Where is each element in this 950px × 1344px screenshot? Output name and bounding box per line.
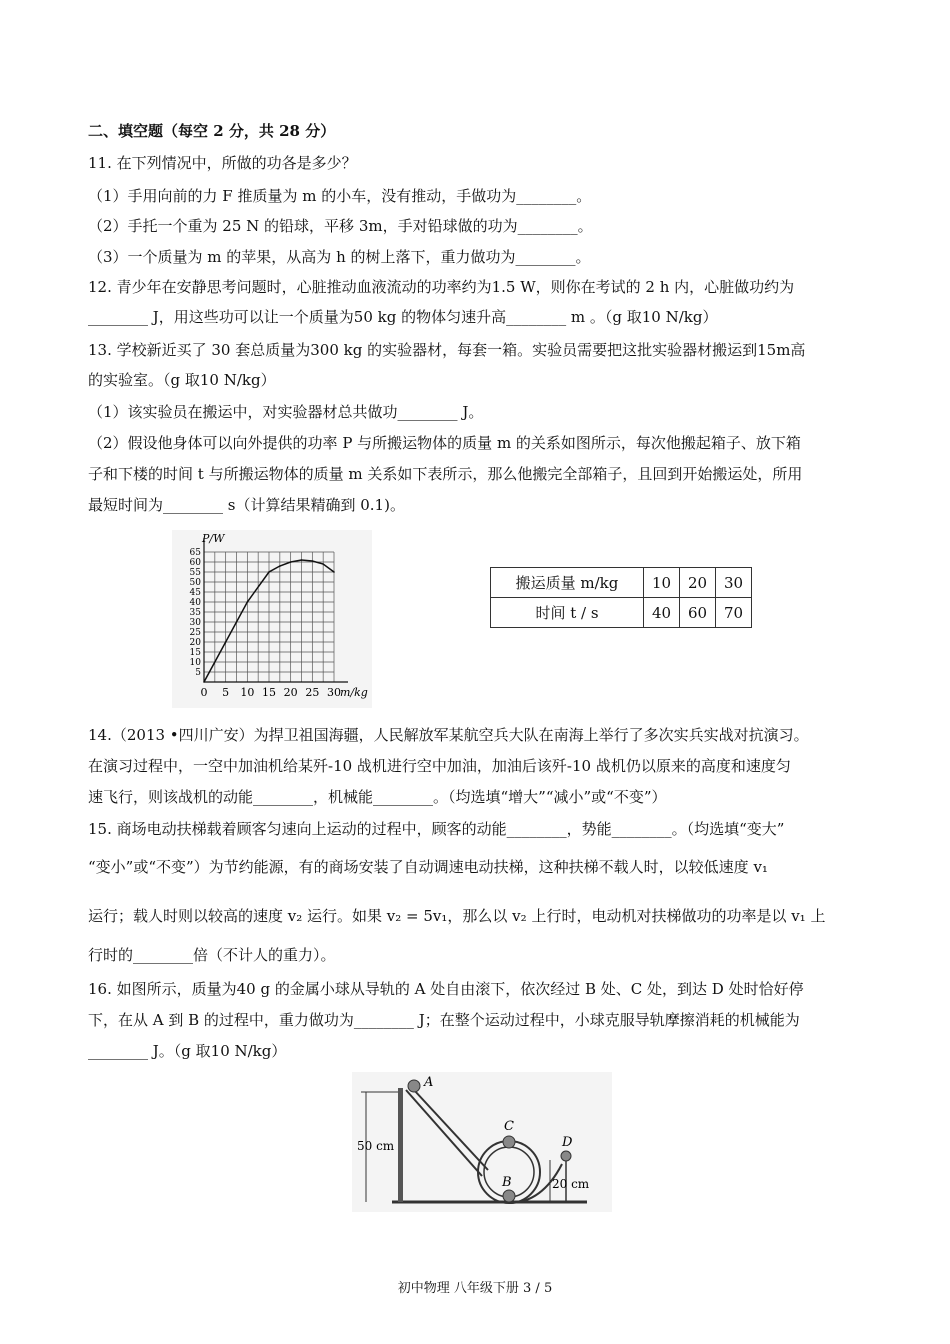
label-20cm: 20 cm bbox=[552, 1177, 590, 1191]
question-line: 速飞行，则该战机的动能________，机械能________。（均选填“增大”“减小”或“不变”） bbox=[88, 788, 667, 806]
y-tick-label: 40 bbox=[189, 598, 201, 608]
y-tick-label: 25 bbox=[189, 628, 201, 638]
question-line: （1）手用向前的力 F 推质量为 m 的小车，没有推动，手做功为________。 bbox=[88, 187, 592, 205]
y-tick-label: 50 bbox=[189, 578, 201, 588]
y-tick-label: 35 bbox=[189, 608, 201, 618]
y-tick-label: 10 bbox=[189, 658, 201, 668]
data-point bbox=[301, 559, 303, 561]
table-cell: 30 bbox=[716, 568, 752, 598]
question-line: （2）手托一个重为 25 N 的铅球，平移 3m，手对铅球做的功为________。 bbox=[88, 217, 593, 235]
data-point bbox=[322, 563, 324, 565]
x-tick-label: 30 bbox=[327, 686, 341, 699]
x-tick-label: 25 bbox=[305, 686, 320, 699]
question-line: 下，在从 A 到 B 的过程中，重力做功为________ J；在整个运动过程中，小球克服导轨摩擦消耗的机械能为 bbox=[88, 1011, 800, 1029]
mass-time-table bbox=[490, 567, 752, 628]
ball-a-icon bbox=[408, 1080, 420, 1092]
x-tick-label: 20 bbox=[283, 686, 298, 699]
x-axis-label: m/kg bbox=[340, 686, 368, 699]
x-tick-label: 10 bbox=[240, 686, 255, 699]
question-line: 12. 青少年在安静思考问题时，心脏推动血液流动的功率约为1.5 W，则你在考试的 2 h 内，心脏做功约为 bbox=[88, 278, 795, 296]
ball-c-icon bbox=[503, 1136, 515, 1148]
table-header-cell: 搬运质量 m/kg bbox=[491, 568, 644, 598]
section-title: 二、填空题（每空 2 分，共 28 分） bbox=[88, 122, 336, 140]
question-line: 11. 在下列情况中，所做的功各是多少？ bbox=[88, 154, 357, 172]
question-line: 14.（2013 •四川广安）为捍卫祖国海疆，人民解放军某航空兵大队在南海上举行了多次实兵实战对抗演习。 bbox=[88, 726, 809, 744]
y-tick-label: 15 bbox=[189, 648, 201, 658]
ball-b-icon bbox=[503, 1190, 515, 1202]
question-line: （2）假设他身体可以向外提供的功率 P 与所搬运物体的质量 m 的关系如图所示，每次他搬起箱子、放下箱 bbox=[88, 434, 801, 452]
question-line: 15. 商场电动扶梯载着顾客匀速向上运动的过程中，顾客的动能________，势能________。（均选填“变大” bbox=[88, 820, 785, 838]
label-a: A bbox=[424, 1075, 434, 1090]
data-point bbox=[312, 560, 314, 562]
x-tick-label: 5 bbox=[222, 686, 230, 699]
question-line: 16. 如图所示，质量为40 g 的金属小球从导轨的 A 处自由滚下，依次经过 B 处、C 处，到达 D 处时恰好停 bbox=[88, 980, 804, 998]
x-tick-label: 0 bbox=[200, 686, 208, 699]
question-line: “变小”或“不变”）为节约能源，有的商场安装了自动调速电动扶梯，这种扶梯不载人时，以较低速度 v₁ bbox=[88, 858, 768, 876]
question-line: 在演习过程中，一空中加油机给某歼-10 战机进行空中加油，加油后该歼-10 战机仍以原来的高度和速度匀 bbox=[88, 757, 791, 775]
question-line: （1）该实验员在搬运中，对实验器材总共做功________ J。 bbox=[88, 403, 484, 421]
y-tick-label: 30 bbox=[189, 618, 201, 628]
data-point bbox=[268, 571, 270, 573]
table-cell: 10 bbox=[644, 568, 680, 598]
table-header-cell: 时间 t / s bbox=[491, 598, 644, 628]
label-b: B bbox=[502, 1175, 512, 1190]
data-point bbox=[279, 565, 281, 567]
question-line: 子和下楼的时间 t 与所搬运物体的质量 m 关系如下表所示，那么他搬完全部箱子，且回到开始搬运处，所用 bbox=[88, 465, 803, 483]
data-point bbox=[247, 601, 249, 603]
question-line: 13. 学校新近买了 30 套总质量为300 kg 的实验器材，每套一箱。实验员需要把这批实验器材搬运到15m高 bbox=[88, 341, 806, 359]
question-line: （3）一个质量为 m 的苹果，从高为 h 的树上落下，重力做功为________。 bbox=[88, 248, 591, 266]
label-50cm: 50 cm bbox=[357, 1139, 395, 1153]
support-pole bbox=[398, 1088, 403, 1202]
question-line: ________ J，用这些功可以让一个质量为50 kg 的物体匀速升高________ m 。（g 取10 N/kg） bbox=[88, 308, 718, 326]
question-line: 最短时间为________ s（计算结果精确到 0.1)。 bbox=[88, 496, 405, 514]
table-cell: 20 bbox=[680, 568, 716, 598]
data-point bbox=[290, 561, 292, 563]
question-line: 行时的________倍（不计人的重力）。 bbox=[88, 946, 336, 964]
data-point bbox=[225, 641, 227, 643]
label-c: C bbox=[504, 1119, 514, 1134]
y-tick-label: 60 bbox=[189, 558, 201, 568]
question-line: 的实验室。（g 取10 N/kg） bbox=[88, 371, 276, 389]
page-footer: 初中物理 八年级下册 3 / 5 bbox=[397, 1281, 553, 1296]
table-cell: 60 bbox=[680, 598, 716, 628]
x-tick-label: 15 bbox=[262, 686, 276, 699]
data-point bbox=[203, 681, 205, 683]
y-tick-label: 55 bbox=[189, 568, 201, 578]
ball-d-icon bbox=[561, 1151, 571, 1161]
y-axis-label: P/W bbox=[202, 532, 225, 545]
y-tick-label: 5 bbox=[195, 668, 201, 678]
question-line: 运行；载人时则以较高的速度 v₂ 运行。如果 v₂ = 5v₁，那么以 v₂ 上行时，电动机对扶梯做功的功率是以 v₁ 上 bbox=[88, 907, 826, 925]
question-line: ________ J。（g 取10 N/kg） bbox=[88, 1042, 287, 1060]
table-cell: 40 bbox=[644, 598, 680, 628]
label-d: D bbox=[562, 1135, 573, 1150]
chart-background bbox=[172, 530, 372, 708]
data-point bbox=[333, 571, 335, 573]
y-tick-label: 65 bbox=[189, 548, 201, 558]
y-tick-label: 45 bbox=[189, 588, 201, 598]
table-cell: 70 bbox=[716, 598, 752, 628]
power-mass-chart bbox=[172, 530, 372, 708]
track-diagram bbox=[352, 1072, 612, 1212]
y-tick-label: 20 bbox=[189, 638, 201, 648]
